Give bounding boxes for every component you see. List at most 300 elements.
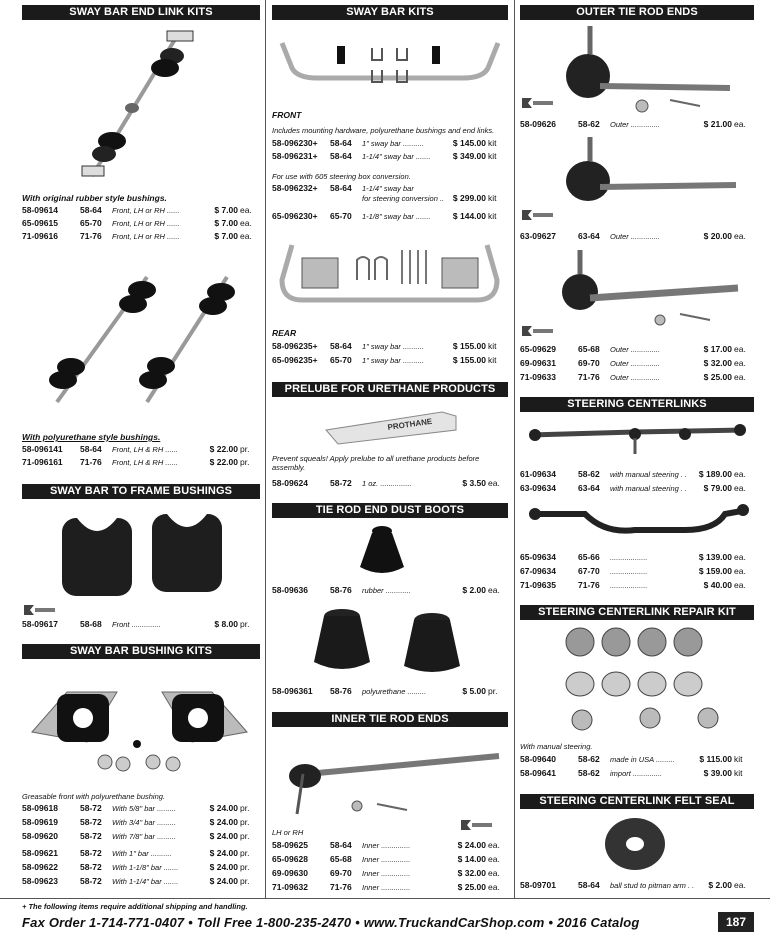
price: $ 24.00	[209, 876, 238, 886]
description	[362, 586, 411, 595]
description-text: Front	[112, 620, 130, 629]
section-header-centerlink-felt-seal: STEERING CENTERLINK FELT SEAL	[520, 794, 754, 809]
table-row	[22, 619, 260, 632]
part-number: 71-09616	[22, 231, 58, 241]
price: $ 2.00	[462, 585, 486, 595]
description-text: Inner	[362, 841, 380, 850]
leader-dots: . .	[687, 881, 695, 890]
year-range: 71-76	[578, 580, 600, 590]
unit: ea.	[734, 372, 746, 382]
unit: kit	[488, 151, 497, 161]
section-header-prelube: PRELUBE FOR URETHANE PRODUCTS	[272, 382, 508, 397]
leader-dots: ......	[167, 206, 180, 215]
page-number: 187	[718, 912, 754, 932]
description	[362, 841, 410, 850]
table-row	[520, 469, 754, 482]
year-range: 58-72	[80, 862, 102, 872]
section-header-dust-boots: TIE ROD END DUST BOOTS	[272, 503, 508, 518]
caption-polyurethane-bushings: With polyurethane style bushings.	[22, 432, 161, 442]
unit: pr.	[240, 444, 250, 454]
table-row	[22, 205, 260, 218]
price: $ 2.00	[708, 880, 732, 890]
table-row	[272, 211, 508, 224]
unit: pr.	[240, 848, 250, 858]
unit: ea.	[734, 566, 746, 576]
leader-dots: ......	[165, 445, 178, 454]
year-range: 67-70	[578, 566, 600, 576]
year-range: 58-72	[80, 876, 102, 886]
part-number: 58-096232+	[272, 183, 318, 193]
year-range: 58-72	[80, 831, 102, 841]
inner-tie-rod-image	[277, 734, 507, 824]
unit: ea.	[240, 205, 252, 215]
part-number: 58-09640	[520, 754, 556, 764]
section-header-steering-centerlinks: STEERING CENTERLINKS	[520, 397, 754, 412]
brand-logo-icon	[520, 96, 554, 110]
description-text: 1" sway bar	[362, 342, 401, 351]
table-row	[22, 803, 260, 816]
unit: ea.	[734, 344, 746, 354]
table-row	[520, 119, 754, 132]
part-number: 58-09618	[22, 803, 58, 813]
polyurethane-end-link-image	[37, 262, 247, 422]
description	[610, 373, 660, 382]
prelube-tube-image	[322, 408, 462, 446]
year-range: 58-64	[330, 138, 352, 148]
part-number: 58-09625	[272, 840, 308, 850]
description	[112, 219, 180, 228]
leader-dots: ..................	[610, 553, 648, 562]
year-range: 58-64	[330, 341, 352, 351]
section-header-sway-bar-to-frame-bushings: SWAY BAR TO FRAME BUSHINGS	[22, 484, 260, 499]
prelube-note: Prevent squeals! Apply prelube to all urethane products before assembly.	[272, 454, 480, 472]
brand-logo-icon	[520, 324, 554, 338]
unit: pr.	[240, 803, 250, 813]
unit: ea.	[734, 469, 746, 479]
part-number: 61-09634	[520, 469, 556, 479]
part-number: 58-09636	[272, 585, 308, 595]
polyurethane-dust-boot-image	[302, 606, 482, 678]
description	[112, 458, 178, 467]
year-range: 69-70	[330, 868, 352, 878]
description-text: With 1-1/8" bar	[112, 863, 162, 872]
leader-dots: ..............	[381, 869, 411, 878]
description-text: rubber	[362, 586, 384, 595]
bushing-kit-note: Greasable front with polyurethane bushing.	[22, 792, 166, 801]
price: $ 40.00	[703, 580, 732, 590]
description-text: With 1-1/4" bar	[112, 877, 162, 886]
repair-kit-note: With manual steering.	[520, 742, 593, 751]
description	[112, 620, 161, 629]
rear-sway-bar-image	[277, 240, 503, 320]
unit: kit	[488, 211, 497, 221]
table-row	[520, 880, 754, 893]
frame-bushings-image	[57, 508, 227, 603]
footer-divider	[0, 898, 770, 899]
section-header-sway-bar-bushing-kits: SWAY BAR BUSHING KITS	[22, 644, 260, 659]
table-row	[272, 882, 508, 895]
outer-tie-rod-image-2	[550, 135, 740, 220]
leader-dots: .........	[157, 832, 176, 841]
price: $ 5.00	[462, 686, 486, 696]
leader-dots: ..........	[403, 356, 424, 365]
year-range: 58-72	[80, 817, 102, 827]
unit: kit	[488, 341, 497, 351]
description	[362, 184, 444, 204]
price: $ 32.00	[703, 358, 732, 368]
part-number: 65-096230+	[272, 211, 318, 221]
unit: ea.	[240, 231, 252, 241]
table-row	[22, 831, 260, 844]
year-range: 65-66	[578, 552, 600, 562]
description-text: 1 oz.	[362, 479, 379, 488]
unit: pr.	[240, 619, 250, 629]
price: $ 22.00	[209, 444, 238, 454]
description	[610, 881, 694, 890]
table-row	[22, 817, 260, 830]
leader-dots: ..............	[630, 232, 661, 241]
description	[112, 804, 176, 813]
leader-dots: ..	[439, 194, 445, 203]
price: $ 79.00	[703, 483, 732, 493]
leader-dots: .......	[163, 877, 179, 886]
year-range: 58-64	[330, 840, 352, 850]
year-range: 58-64	[578, 880, 600, 890]
price: $ 21.00	[703, 119, 732, 129]
table-row	[22, 457, 260, 470]
unit: pr.	[240, 876, 250, 886]
shipping-note: + The following items require additional shipping and handling.	[22, 902, 248, 911]
price: $ 115.00	[699, 754, 732, 764]
table-row	[520, 552, 754, 565]
steering-box-note: For use with 605 steering box conversion.	[272, 172, 411, 181]
description-text: With 5/8" bar	[112, 804, 156, 813]
price: $ 24.00	[457, 840, 486, 850]
unit: kit	[734, 768, 743, 778]
unit: ea.	[734, 880, 746, 890]
part-number: 58-096230+	[272, 138, 318, 148]
unit: kit	[488, 138, 497, 148]
description	[362, 479, 412, 488]
unit: ea.	[734, 483, 746, 493]
year-range: 71-76	[80, 231, 102, 241]
part-number: 58-09620	[22, 831, 58, 841]
unit: pr.	[240, 862, 250, 872]
year-range: 63-64	[578, 483, 600, 493]
leader-dots: .........	[157, 818, 176, 827]
table-row	[272, 868, 508, 881]
bushing-kit-image	[27, 672, 257, 777]
price: $ 24.00	[209, 803, 238, 813]
description	[112, 232, 180, 241]
contact-line: Fax Order 1-714-771-0407 • Toll Free 1-800-235-2470 • www.TruckandCarShop.com • 2016 Catalog	[22, 915, 640, 930]
inner-tie-rod-note: LH or RH	[272, 828, 304, 837]
unit: ea.	[488, 868, 500, 878]
description-line-1: 1-1/4" sway bar	[362, 184, 414, 193]
description-text: made in USA	[610, 755, 654, 764]
leader-dots: ..............	[630, 359, 661, 368]
description	[610, 345, 660, 354]
description	[610, 581, 648, 590]
description	[362, 152, 431, 161]
table-row	[272, 151, 508, 164]
description-text: with manual steering	[610, 484, 679, 493]
part-number: 65-09628	[272, 854, 308, 864]
price: $ 3.50	[462, 478, 486, 488]
rubber-dust-boot-image	[352, 523, 412, 583]
leader-dots: . .	[680, 484, 688, 493]
price: $ 8.00	[214, 619, 238, 629]
leader-dots: ......	[167, 219, 180, 228]
description	[112, 445, 178, 454]
section-header-centerlink-repair-kit: STEERING CENTERLINK REPAIR KIT	[520, 605, 754, 620]
front-note: Includes mounting hardware, polyurethane bushings and end links.	[272, 126, 495, 135]
description	[610, 232, 660, 241]
leader-dots: ..............	[131, 620, 161, 629]
table-row	[22, 444, 260, 457]
felt-seal-image	[600, 813, 670, 875]
price: $ 24.00	[209, 848, 238, 858]
table-row	[22, 862, 260, 875]
table-row	[22, 848, 260, 861]
leader-dots: ..........	[403, 342, 424, 351]
table-row	[272, 478, 508, 491]
description	[362, 139, 424, 148]
leader-dots: ............	[385, 586, 411, 595]
year-range: 58-76	[330, 585, 352, 595]
unit: kit	[488, 355, 497, 365]
price: $ 155.00	[452, 341, 486, 351]
price: $ 7.00	[214, 205, 238, 215]
section-header-sway-bar-end-link-kits: SWAY BAR END LINK KITS	[22, 5, 260, 20]
leader-dots: ..............	[630, 345, 661, 354]
unit: ea.	[488, 840, 500, 850]
table-row	[520, 580, 754, 593]
part-number: 58-096231+	[272, 151, 318, 161]
year-range: 69-70	[578, 358, 600, 368]
column-divider	[265, 0, 266, 898]
year-range: 58-76	[330, 686, 352, 696]
leader-dots: ..........	[150, 849, 172, 858]
year-range: 58-62	[578, 768, 600, 778]
year-range: 63-64	[578, 231, 600, 241]
part-number: 69-09630	[272, 868, 308, 878]
description-text: Front, LH or RH	[112, 206, 165, 215]
unit: ea.	[734, 358, 746, 368]
part-number: 63-09634	[520, 483, 556, 493]
description-text: polyurethane	[362, 687, 406, 696]
description	[112, 206, 180, 215]
leader-dots: ......	[167, 232, 180, 241]
year-range: 58-62	[578, 119, 600, 129]
table-row	[22, 876, 260, 889]
part-number: 67-09634	[520, 566, 556, 576]
year-range: 65-68	[578, 344, 600, 354]
part-number: 71-09633	[520, 372, 556, 382]
description	[112, 863, 178, 872]
price: $ 7.00	[214, 218, 238, 228]
leader-dots: . .	[680, 470, 688, 479]
front-sway-bar-image	[277, 38, 503, 98]
description	[362, 687, 426, 696]
price: $ 20.00	[703, 231, 732, 241]
leader-dots: ..............	[381, 841, 411, 850]
price: $ 144.00	[452, 211, 486, 221]
year-range: 65-70	[330, 211, 352, 221]
part-number: 71-09635	[520, 580, 556, 590]
price: $ 7.00	[214, 231, 238, 241]
description-text: Front, LH or RH	[112, 219, 165, 228]
unit: kit	[488, 193, 497, 203]
caption-rubber-bushings: With original rubber style bushings.	[22, 193, 167, 203]
price: $ 17.00	[703, 344, 732, 354]
description	[610, 359, 660, 368]
price: $ 145.00	[452, 138, 486, 148]
unit: ea.	[734, 119, 746, 129]
description	[112, 818, 176, 827]
description-text: Outer	[610, 345, 629, 354]
price: $ 189.00	[698, 469, 732, 479]
unit: kit	[734, 754, 743, 764]
column-3	[520, 0, 754, 896]
description-text: Inner	[362, 869, 380, 878]
section-header-sway-bar-kits: SWAY BAR KITS	[272, 5, 508, 20]
end-link-kit-image	[72, 26, 202, 186]
leader-dots: ......	[165, 458, 178, 467]
description-text: Front, LH or RH	[112, 232, 165, 241]
table-row	[520, 231, 754, 244]
year-range: 58-72	[80, 803, 102, 813]
centerlink-image-2	[525, 500, 753, 542]
centerlink-image-1	[525, 420, 750, 460]
table-row	[520, 768, 754, 781]
leader-dots: .......	[415, 152, 431, 161]
part-number: 71-096161	[22, 457, 63, 467]
column-divider	[514, 0, 515, 898]
part-number: 58-09623	[22, 876, 58, 886]
part-number: 58-096235+	[272, 341, 318, 351]
table-row	[22, 218, 260, 231]
unit: ea.	[734, 552, 746, 562]
price: $ 139.00	[698, 552, 732, 562]
year-range: 58-68	[80, 619, 102, 629]
price: $ 159.00	[698, 566, 732, 576]
description-text: Outer	[610, 232, 629, 241]
year-range: 58-64	[80, 444, 102, 454]
unit: ea.	[488, 854, 500, 864]
leader-dots: ..............	[632, 769, 663, 778]
description-text: 1" sway bar	[362, 139, 401, 148]
table-row	[272, 854, 508, 867]
price: $ 25.00	[703, 372, 732, 382]
outer-tie-rod-image-1	[550, 24, 740, 116]
price: $ 299.00	[452, 193, 486, 203]
description-text: With 7/8" bar	[112, 832, 156, 841]
table-row	[272, 840, 508, 853]
part-number: 65-096235+	[272, 355, 318, 365]
leader-dots: ..............	[630, 373, 661, 382]
year-range: 65-70	[330, 355, 352, 365]
description	[362, 855, 410, 864]
year-range: 65-70	[80, 218, 102, 228]
leader-dots: .........	[656, 755, 675, 764]
year-range: 71-76	[330, 882, 352, 892]
table-row	[272, 138, 508, 151]
price: $ 32.00	[457, 868, 486, 878]
part-number: 65-09634	[520, 552, 556, 562]
description	[362, 212, 431, 221]
part-number: 58-09701	[520, 880, 556, 890]
unit: ea.	[488, 585, 500, 595]
table-row	[22, 231, 260, 244]
year-range: 71-76	[578, 372, 600, 382]
description-text: ball stud to pitman arm	[610, 881, 686, 890]
description-text: With 3/4" bar	[112, 818, 156, 827]
part-number: 69-09631	[520, 358, 556, 368]
leader-dots: ..............	[381, 883, 411, 892]
year-range: 58-62	[578, 469, 600, 479]
brand-logo-icon	[520, 208, 554, 222]
price: $ 24.00	[209, 817, 238, 827]
description-text: Outer	[610, 373, 629, 382]
column-1	[22, 0, 260, 896]
description	[610, 567, 648, 576]
leader-dots: .......	[415, 212, 431, 221]
part-number: 58-09641	[520, 768, 556, 778]
unit: ea.	[488, 478, 500, 488]
leader-dots: ..........	[403, 139, 424, 148]
leader-dots: ..................	[610, 567, 648, 576]
part-number: 58-09622	[22, 862, 58, 872]
unit: pr.	[240, 457, 250, 467]
price: $ 39.00	[703, 768, 732, 778]
leader-dots: .......	[163, 863, 179, 872]
description-text: import	[610, 769, 631, 778]
year-range: 58-72	[80, 848, 102, 858]
unit: ea.	[240, 218, 252, 228]
description-text: 1-1/8" sway bar	[362, 212, 414, 221]
description-text: Front, LH & RH	[112, 458, 164, 467]
rear-label: REAR	[272, 328, 297, 338]
description-text: Inner	[362, 855, 380, 864]
table-row	[520, 483, 754, 496]
outer-tie-rod-image-3	[550, 248, 745, 338]
description-text: Front, LH & RH	[112, 445, 164, 454]
year-range: 58-64	[330, 183, 352, 193]
description-text: Outer	[610, 359, 629, 368]
part-number: 58-09624	[272, 478, 308, 488]
part-number: 58-09626	[520, 119, 556, 129]
part-number: 65-09629	[520, 344, 556, 354]
unit: pr.	[240, 817, 250, 827]
unit: pr.	[488, 686, 498, 696]
leader-dots: ...............	[380, 479, 412, 488]
leader-dots: ..................	[610, 581, 648, 590]
table-row	[272, 183, 508, 205]
part-number: 58-09617	[22, 619, 58, 629]
leader-dots: ..............	[630, 120, 661, 129]
part-number: 58-09619	[22, 817, 58, 827]
description	[610, 120, 660, 129]
part-number: 71-09632	[272, 882, 308, 892]
year-range: 65-68	[330, 854, 352, 864]
section-header-outer-tie-rod-ends: OUTER TIE ROD ENDS	[520, 5, 754, 20]
unit: ea.	[734, 580, 746, 590]
table-row	[272, 686, 508, 699]
column-2	[272, 0, 508, 896]
prelube-brand-label: PROTHANE	[387, 416, 433, 432]
description	[610, 470, 687, 479]
